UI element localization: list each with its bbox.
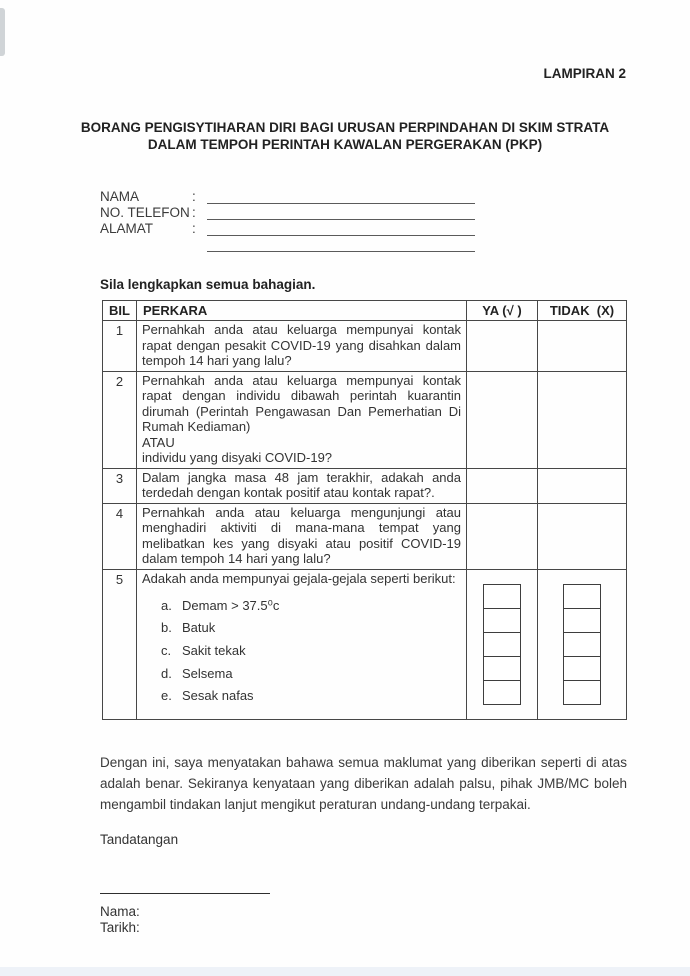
- table-row: [103, 468, 627, 503]
- table-header-row: [103, 301, 627, 321]
- row4-ya-answer-cell[interactable]: [467, 503, 538, 569]
- tandatangan-label: Tandatangan: [100, 832, 179, 848]
- symptom-item: [142, 685, 461, 708]
- tidak-checkbox-stack: [563, 584, 601, 706]
- row5-question-intro: Adakah anda mempunyai gejala-gejala seperti berikut:: [142, 570, 456, 586]
- form-title-line2: DALAM TEMPOH PERINTAH KAWALAN PERGERAKAN (PKP): [147, 136, 543, 152]
- alamat-input-line-2[interactable]: [207, 238, 475, 252]
- scan-artifact-mark: [0, 8, 5, 56]
- lampiran-label: LAMPIRAN 2: [543, 66, 626, 81]
- table-row: [103, 569, 627, 719]
- row2-number: 2: [103, 371, 137, 468]
- symptom-item: [142, 594, 461, 617]
- symptom-item: [142, 662, 461, 685]
- row5-tidak-answer-cell: [538, 569, 627, 719]
- ya-checkbox-e[interactable]: [483, 680, 521, 706]
- ya-checkbox-b[interactable]: [483, 608, 521, 634]
- tidak-checkbox-e[interactable]: [563, 680, 601, 706]
- table-row: [103, 321, 627, 372]
- row4-question: Pernahkah anda atau keluarga mengunjungi atau menghadiri aktiviti di mana-mana tempat yang melibatkan kes yang disyaki atau positif COVID-19 dalam tempoh 14 hari yang lalu?: [137, 503, 467, 569]
- table-row: [103, 371, 627, 468]
- row5-question: [137, 569, 467, 719]
- ya-checkbox-a[interactable]: [483, 584, 521, 610]
- telefon-input-line[interactable]: [207, 206, 475, 220]
- declaration-text: Dengan ini, saya menyatakan bahawa semua maklumat yang diberikan seperti di atas adalah benar. Sekiranya kenyataan yang diberikan adalah palsu, pihak JMB/MC boleh mengambil tindakan lanjut mengikut peraturan undang-undang terpakai.: [100, 754, 627, 813]
- nama-field-row: [100, 188, 690, 204]
- symptom-text: Sesak nafas: [182, 688, 254, 704]
- table-row: [103, 503, 627, 569]
- ya-checkbox-stack: [483, 584, 521, 706]
- row1-number: 1: [103, 321, 137, 372]
- tidak-checkbox-a[interactable]: [563, 584, 601, 610]
- symptom-list: [142, 594, 461, 707]
- nama-label: NAMA: [100, 189, 140, 204]
- row3-question: Dalam jangka masa 48 jam terakhir, adakah anda terdedah dengan kontak positif atau kontak rapat?.: [137, 468, 467, 503]
- telefon-field-row: [100, 204, 690, 220]
- alamat-label: ALAMAT: [100, 221, 154, 236]
- symptom-letter: e.: [161, 688, 172, 704]
- row2-question-main: Pernahkah anda atau keluarga mempunyai kontak rapat dengan individu dibawah perintah kuarantin dirumah (Perintah Pengawasan Dan Pemerhatian Di Rumah Kediaman): [142, 372, 461, 434]
- row4-tidak-answer-cell[interactable]: [538, 503, 627, 569]
- symptom-letter: c.: [161, 642, 172, 658]
- row2-question-atau: ATAU: [142, 434, 175, 450]
- row4-number: 4: [103, 503, 137, 569]
- instruction-text: Sila lengkapkan semua bahagian.: [100, 277, 316, 292]
- row3-ya-answer-cell[interactable]: [467, 468, 538, 503]
- telefon-label: NO. TELEFON: [100, 205, 190, 220]
- row2-question-tail: individu yang disyaki COVID-19?: [142, 450, 333, 465]
- signature-tarikh-label: Tarikh:: [100, 920, 140, 936]
- form-title: [0, 120, 690, 153]
- nama-input-line[interactable]: [207, 190, 475, 204]
- signature-line[interactable]: [100, 893, 270, 894]
- symptom-text: Sakit tekak: [182, 642, 246, 658]
- ya-checkbox-d[interactable]: [483, 656, 521, 682]
- row5-number: 5: [103, 569, 137, 719]
- telefon-colon: :: [192, 205, 196, 220]
- row1-tidak-answer-cell[interactable]: [538, 321, 627, 372]
- header-bil: BIL: [103, 301, 137, 321]
- tidak-checkbox-d[interactable]: [563, 656, 601, 682]
- row1-ya-answer-cell[interactable]: [467, 321, 538, 372]
- row2-ya-answer-cell[interactable]: [467, 371, 538, 468]
- tidak-checkbox-c[interactable]: [563, 632, 601, 658]
- row1-question: Pernahkah anda atau keluarga mempunyai kontak rapat dengan pesakit COVID-19 yang disahkan dalam tempoh 14 hari yang lalu?: [137, 321, 467, 372]
- tidak-checkbox-b[interactable]: [563, 608, 601, 634]
- signature-nama-label: Nama:: [100, 904, 140, 920]
- row5-ya-answer-cell: [467, 569, 538, 719]
- symptom-letter: b.: [161, 620, 172, 636]
- identity-section: [100, 188, 690, 252]
- alamat-colon: :: [192, 221, 196, 236]
- symptom-text: Demam > 37.5⁰c: [182, 597, 280, 613]
- symptom-letter: a.: [161, 597, 172, 613]
- row2-tidak-answer-cell[interactable]: [538, 371, 627, 468]
- scan-edge-strip: [0, 967, 690, 976]
- questions-table: [102, 300, 627, 720]
- header-perkara: PERKARA: [137, 301, 467, 321]
- row3-number: 3: [103, 468, 137, 503]
- symptom-letter: d.: [161, 665, 172, 681]
- symptom-text: Selsema: [182, 665, 233, 681]
- symptom-text: Batuk: [182, 620, 216, 636]
- row2-question: [137, 371, 467, 468]
- symptom-item: [142, 617, 461, 640]
- row3-tidak-answer-cell[interactable]: [538, 468, 627, 503]
- symptom-item: [142, 639, 461, 662]
- header-tidak: TIDAK (X): [538, 301, 627, 321]
- nama-colon: :: [192, 189, 196, 204]
- header-ya: YA (√ ): [467, 301, 538, 321]
- alamat-field-row: [100, 220, 690, 236]
- alamat-input-line-1[interactable]: [207, 222, 475, 236]
- alamat-field-row-2: [100, 236, 690, 252]
- ya-checkbox-c[interactable]: [483, 632, 521, 658]
- form-title-line1: BORANG PENGISYTIHARAN DIRI BAGI URUSAN PERPINDAHAN DI SKIM STRATA: [80, 120, 610, 135]
